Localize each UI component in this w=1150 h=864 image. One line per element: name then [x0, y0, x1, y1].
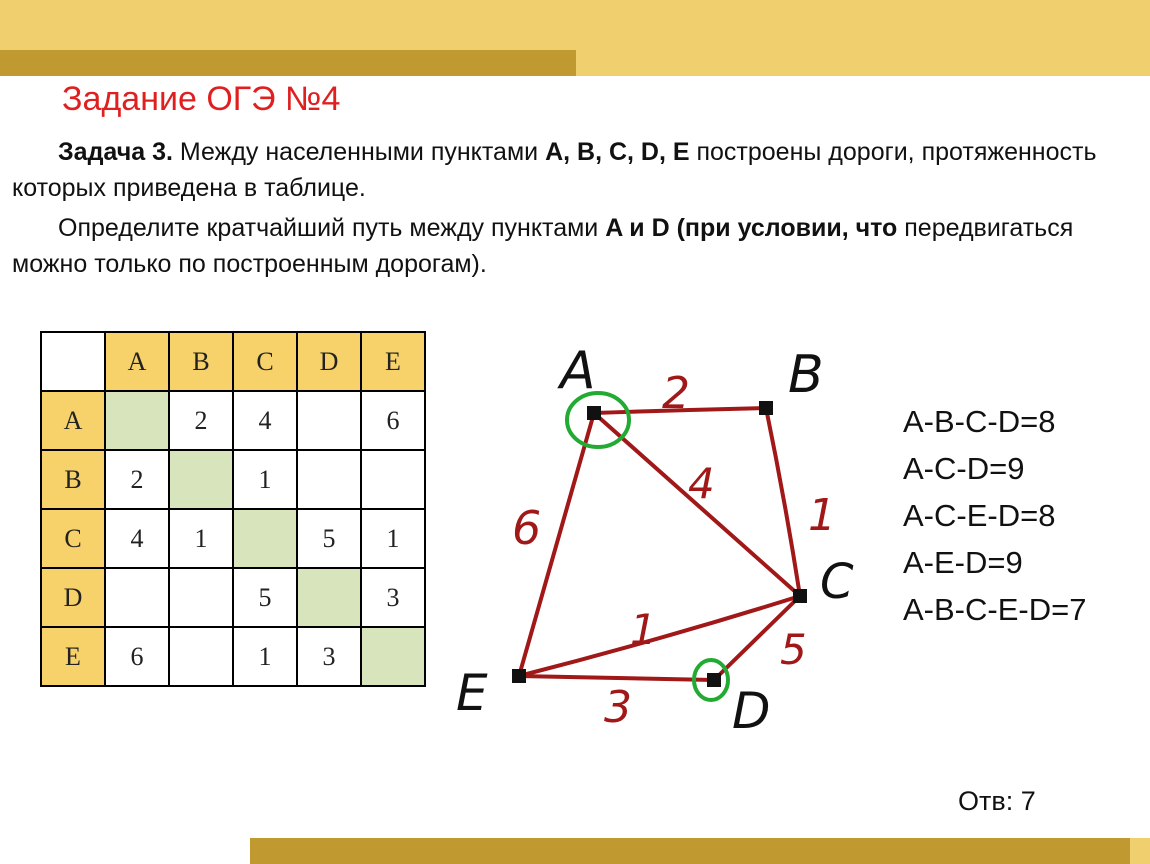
edge-label-ae: 6: [512, 501, 542, 555]
row-header-d: D: [41, 568, 105, 627]
distance-table: [40, 331, 426, 687]
table-row: [41, 391, 425, 450]
edge-label-ac: 4: [688, 459, 715, 508]
row-header-a: A: [41, 391, 105, 450]
task-text-1: Определите кратчайший путь между пунктами: [58, 214, 606, 242]
table-header-row: [41, 332, 425, 391]
node-label-e: E: [456, 664, 488, 722]
table-cell: [361, 450, 425, 509]
top-band-right-accent: [1135, 50, 1150, 76]
bottom-band-light: [1130, 838, 1150, 864]
problem-text-2: построены дороги, протяженность которых приведена в таблице.: [12, 138, 1097, 202]
node-label-b: B: [788, 345, 824, 405]
table-cell: [169, 450, 233, 509]
table-cell: [361, 627, 425, 686]
edge-label-cd: 5: [780, 625, 807, 674]
table-cell: 2: [169, 391, 233, 450]
table-cell: [297, 391, 361, 450]
problem-label: Задача 3.: [58, 138, 173, 166]
table-cell: 1: [361, 509, 425, 568]
table-cell: 5: [233, 568, 297, 627]
node-label-c: C: [820, 554, 854, 610]
path-item: A-B-C-D=8: [903, 404, 1056, 439]
table-cell: 6: [105, 627, 169, 686]
path-list: [903, 398, 1086, 633]
path-item: A-C-E-D=8: [903, 498, 1056, 533]
table-cell: 1: [233, 627, 297, 686]
problem-points: A, B, C, D, E: [545, 138, 690, 166]
table-row: [41, 450, 425, 509]
col-header-d: D: [297, 332, 361, 391]
task-text-2: передвигаться можно только по построенным дорогам).: [12, 214, 1074, 278]
col-header-b: B: [169, 332, 233, 391]
row-header-e: E: [41, 627, 105, 686]
table-row: [41, 568, 425, 627]
node-a-marker: [587, 406, 601, 420]
edge-label-bc: 1: [808, 490, 836, 541]
table-cell: 1: [169, 509, 233, 568]
col-header-e: E: [361, 332, 425, 391]
table-cell: 4: [233, 391, 297, 450]
table-cell: 3: [297, 627, 361, 686]
row-header-b: B: [41, 450, 105, 509]
table-cell: [169, 627, 233, 686]
table-cell: [105, 568, 169, 627]
table-cell: 6: [361, 391, 425, 450]
node-e-marker: [512, 669, 526, 683]
table-cell: [297, 568, 361, 627]
problem-text-1: Между населенными пунктами: [172, 138, 546, 166]
table-cell: [169, 568, 233, 627]
row-header-c: C: [41, 509, 105, 568]
road-graph: [440, 320, 870, 740]
col-header-c: C: [233, 332, 297, 391]
table-cell: 5: [297, 509, 361, 568]
answer-text: Отв: 7: [958, 786, 1036, 816]
edge-label-ed: 3: [604, 682, 632, 733]
slide-title: Задание ОГЭ №4: [62, 80, 341, 118]
table-cell: [233, 509, 297, 568]
edge-label-ab: 2: [662, 368, 690, 419]
table-cell: 4: [105, 509, 169, 568]
top-band-dark: [0, 50, 576, 76]
table-cell: [297, 450, 361, 509]
edge-e-d: [519, 676, 714, 680]
col-header-a: A: [105, 332, 169, 391]
bottom-band-dark: [250, 838, 1150, 864]
node-d-marker: [707, 673, 721, 687]
node-c-marker: [793, 589, 807, 603]
table-cell: 2: [105, 450, 169, 509]
table-cell: 1: [233, 450, 297, 509]
table-cell: [105, 391, 169, 450]
problem-task: [12, 210, 1132, 282]
path-item: A-E-D=9: [903, 545, 1023, 580]
node-label-a: A: [560, 341, 596, 401]
table-corner-cell: [41, 332, 105, 391]
problem-statement: [12, 134, 1132, 206]
path-item: A-B-C-E-D=7: [903, 592, 1087, 627]
task-bold: A и D (при условии, что: [605, 214, 898, 242]
edge-label-ec: 1: [630, 605, 657, 654]
table-row: [41, 509, 425, 568]
path-item: A-C-D=9: [903, 451, 1025, 486]
table-cell: 3: [361, 568, 425, 627]
node-label-d: D: [732, 682, 771, 740]
node-b-marker: [759, 401, 773, 415]
table-row: [41, 627, 425, 686]
